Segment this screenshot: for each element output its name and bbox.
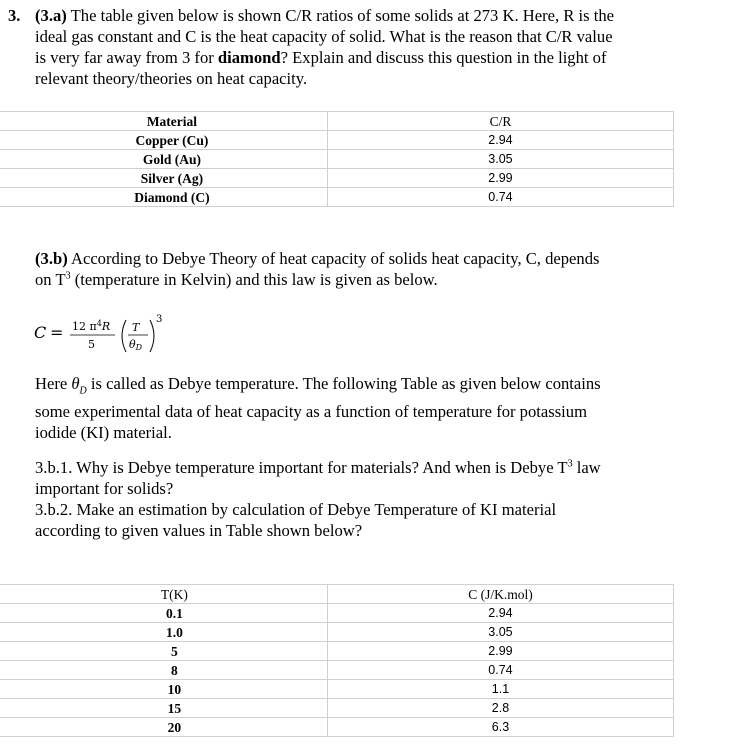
heat-capacity-value: 1.1: [327, 680, 673, 699]
part-a-paragraph: [35, 5, 675, 89]
table-row: [0, 680, 674, 699]
table-row: [0, 642, 674, 661]
table-row: [0, 188, 674, 207]
heat-capacity-value: 6.3: [327, 718, 673, 737]
table-header-heat-capacity: C (J/K.mol): [327, 585, 673, 604]
q-3b1-line-1: 3.b.1. Why is Debye temperature important for materials? And when is Debye $T^3$ law: [35, 458, 601, 477]
table-row: [0, 131, 674, 150]
right-paren: [150, 320, 154, 352]
formula-denominator: 5: [88, 338, 95, 351]
part-b-line-2: on $T^3$ (temperature in Kelvin) and this law is given as below.: [35, 270, 438, 289]
debye-temperature-paragraph: [35, 373, 675, 443]
material-name: Diamond (C): [134, 189, 210, 205]
part-a-line-2: ideal gas constant and C is the heat capacity of solid. What is the reason that C/R value: [35, 27, 613, 46]
table-header-cr: C/R: [327, 112, 673, 131]
temperature-value: 8: [171, 662, 178, 678]
part-b-line-1: (3.b) According to Debye Theory of heat capacity of solids heat capacity, C, depends: [35, 249, 600, 268]
table-header-row: [0, 112, 674, 131]
heat-capacity-value: 3.05: [327, 623, 673, 642]
table-row: [0, 699, 674, 718]
material-name: Copper (Cu): [135, 132, 209, 148]
table-header-row: [0, 585, 674, 604]
table-row: [0, 150, 674, 169]
para2-line-1: Here $\theta_D$ is called as Debye temperature. The following Table as given below contains: [35, 374, 601, 397]
q-3b2-line-1: 3.b.2. Make an estimation by calculation of Debye Temperature of KI material: [35, 500, 557, 519]
cr-value: 3.05: [327, 150, 673, 169]
left-paren: [122, 320, 126, 352]
question-number: 3.: [8, 6, 21, 25]
part-b-intro: [35, 248, 675, 290]
cr-value: 0.74: [327, 188, 673, 207]
heat-capacity-value: 2.8: [327, 699, 673, 718]
table-row: [0, 623, 674, 642]
table-header-material: Material: [146, 113, 198, 129]
material-name: Gold (Au): [142, 151, 201, 167]
temperature-value: 20: [167, 719, 182, 735]
part-b-label: (3.b): [35, 249, 68, 268]
formula-lhs: C: [34, 323, 47, 342]
formula-equals: =: [50, 323, 64, 342]
temperature-value: 1.0: [165, 624, 183, 640]
table-header-temperature: T(K): [160, 586, 188, 602]
ki-heat-capacity-table: [0, 584, 674, 737]
formula-numerator: 12 $\pi^4R$: [72, 319, 111, 333]
temperature-value: 5: [171, 643, 178, 659]
cr-ratio-table: [0, 111, 674, 207]
diamond-emphasis: diamond: [217, 48, 281, 67]
material-name: Silver (Ag): [140, 170, 204, 186]
debye-formula: [32, 308, 232, 358]
para2-line-2: some experimental data of heat capacity as a function of temperature for potassium: [35, 402, 587, 422]
heat-capacity-value: 2.99: [327, 642, 673, 661]
temperature-value: 0.1: [165, 605, 183, 621]
table-row: [0, 169, 674, 188]
heat-capacity-value: 0.74: [327, 661, 673, 680]
cr-value: 2.94: [327, 131, 673, 150]
cr-value: 2.99: [327, 169, 673, 188]
part-a-line-1: (3.a) The table given below is shown C/R ratios of some solids at 273 K. Here, R is the: [35, 6, 615, 25]
formula-inner-denominator: θD: [129, 338, 143, 352]
part-a-line-3: is very far away from 3 for diamond? Explain and discuss this question in the light of: [35, 48, 607, 67]
formula-inner-numerator: T: [132, 321, 140, 334]
table-row: [0, 718, 674, 737]
sub-questions: [35, 457, 675, 541]
heat-capacity-value: 2.94: [327, 604, 673, 623]
table-row: [0, 604, 674, 623]
formula-outer-power: 3: [156, 314, 163, 325]
temperature-value: 15: [167, 700, 182, 716]
part-a-label: (3.a): [35, 6, 67, 25]
temperature-value: 10: [167, 681, 182, 697]
q-3b2-line-2: according to given values in Table shown below?: [35, 521, 363, 540]
part-a-line-4: relevant theory/theories on heat capacity.: [35, 69, 308, 88]
para2-line-3: iodide (KI) material.: [35, 423, 172, 443]
q-3b1-line-2: important for solids?: [35, 479, 174, 498]
table-row: [0, 661, 674, 680]
